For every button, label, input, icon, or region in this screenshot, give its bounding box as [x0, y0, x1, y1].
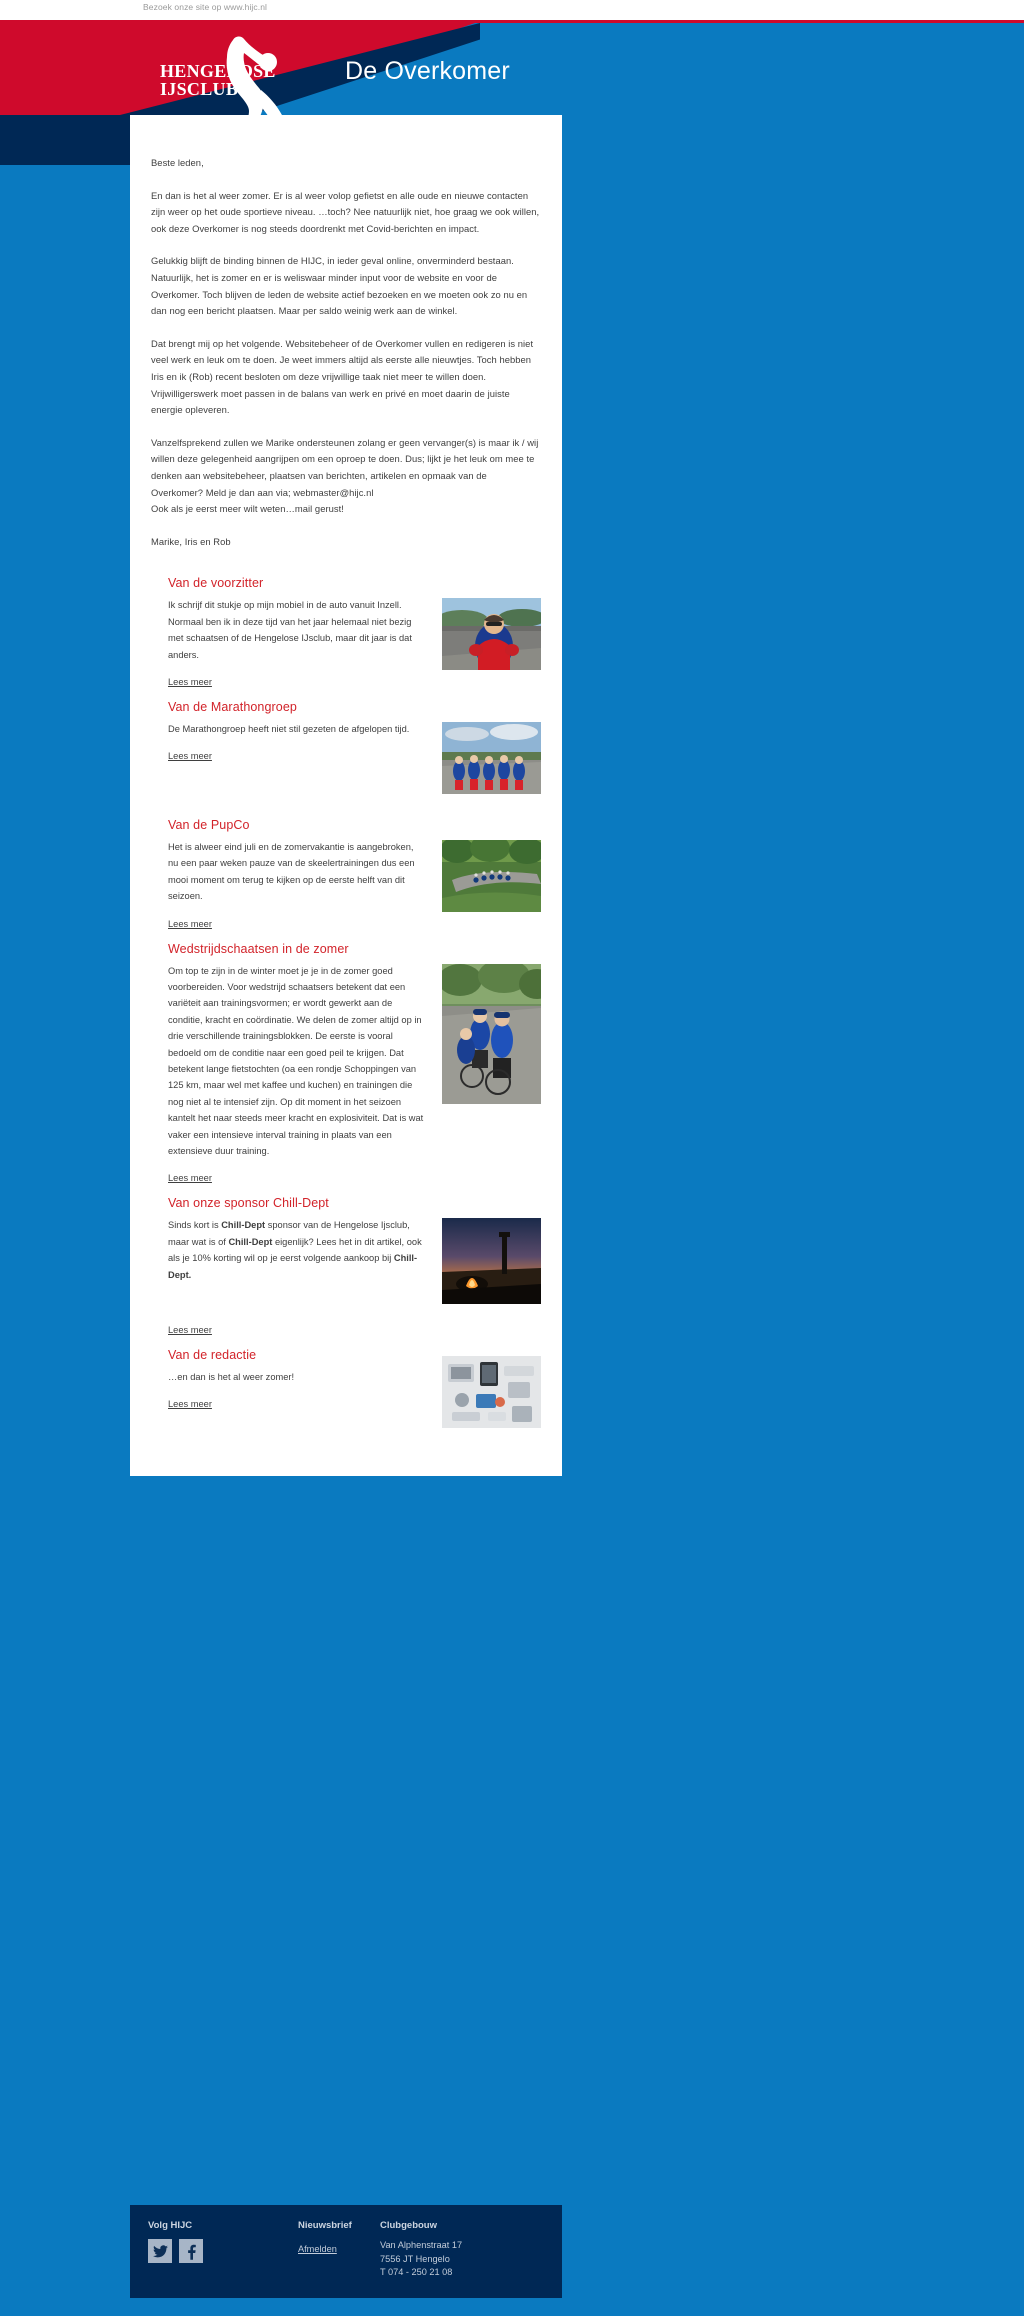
article-read-more-link[interactable]: Lees meer [168, 676, 212, 687]
sunset-campfire-image [442, 1218, 541, 1304]
intro-section [130, 115, 562, 576]
twitter-icon[interactable] [148, 2239, 172, 2263]
footer-address-column [380, 2220, 550, 2280]
intro-paragraph-1: En dan is het al weer zomer. Er is al weer volop gefietst en alle oude en nieuwe contacten zijn weer op het oude sportieve niveau. …toch? Nee natuurlijk niet, hoe graag we ook willen, ook deze Overkomer is nog steeds doordrenkt met Covid-berichten en impact. [151, 189, 540, 234]
content-column [130, 115, 562, 1476]
facebook-f-glyph [187, 2243, 196, 2260]
footer-spacer [0, 2298, 1024, 2316]
footer [130, 2205, 562, 2298]
article-read-more-link[interactable]: Lees meer [168, 1325, 212, 1336]
article-title[interactable]: Van de redactie [168, 1348, 257, 1363]
article-item [151, 576, 541, 690]
footer-newsletter-column [298, 2220, 380, 2280]
article-body: Ik schrijf dit stukje op mijn mobiel in de auto vanuit Inzell. Normaal ben ik in deze tijd van het jaar helemaal niet bezig met schaatsen of de Hengelose IJsclub, maar dit jaar is dat anders. [168, 600, 412, 660]
logo-line-1: HENGELOSE [160, 61, 276, 81]
article-item [151, 1348, 541, 1456]
article-thumbnail[interactable] [442, 964, 541, 1104]
article-item [151, 1196, 541, 1338]
article-item [151, 818, 541, 932]
article-body: …en dan is het al weer zomer! [168, 1372, 295, 1383]
desk-flatlay-image [442, 1356, 541, 1428]
twitter-bird-glyph [153, 2245, 168, 2258]
article-title[interactable]: Van onze sponsor Chill-Dept [168, 1196, 329, 1211]
intro-paragraph-3: Dat brengt mij op het volgende. Websitebeheer of de Overkomer vullen en redigeren is niet veel werk en leuk om te doen. Je weet immers altijd als eerste alle nieuwtjes. Toch hebben Iris en ik (Rob) recent besloten om deze vrijwillige taak niet meer te willen doen. Vrijwilligerswerk moet passen in de balans van werk en privé en moet daarin de juiste energie opleveren. [151, 337, 534, 416]
preheader-text: Bezoek onze site op www.hijc.nl [143, 2, 268, 12]
article-read-more-link[interactable]: Lees meer [168, 918, 212, 929]
article-title[interactable]: Van de voorzitter [168, 576, 264, 591]
cycling-team-group-image [442, 722, 541, 794]
article-thumbnail[interactable] [442, 1356, 541, 1428]
article-item [151, 700, 541, 808]
intro-salutation: Beste leden, [151, 157, 204, 168]
article-body: Om top te zijn in de winter moet je je in de zomer goed voorbereiden. Voor wedstrijd schaatsers betekent dat een variëteit aan trainingsvormen; er wordt gewerkt aan de conditie, kracht en coördinatie. We delen de zomer altijd op in drie verschillende trainingsblokken. De eerste is vooral bedoeld om de conditie naar een goed peil te krijgen. Dat betekent lange fietstochten (oa een rondje Schoppingen van 125 km, maar wel met kaffee und kuchen) en trainingen die nog niet al te intensief zijn. Op dit moment in het seizoen kantelt het naar steeds meer kracht en explosiviteit. Dat is wat vaker een intensieve interval training in plaats van een extensieve duur training. [168, 965, 424, 1156]
header-top-rule [0, 20, 1024, 23]
article-thumbnail[interactable] [442, 840, 541, 912]
footer-address-line: Van Alphenstraat 17 [380, 2240, 463, 2250]
preheader-bar [0, 0, 1024, 20]
footer-newsletter-heading: Nieuwsbrief [298, 2220, 352, 2231]
intro-paragraph-4: Vanzelfsprekend zullen we Marike ondersteunen zolang er geen vervanger(s) is maar ik / wij willen deze gelegenheid aangrijpen om een oproep te doen. Dus; lijkt je het leuk om mee te denken aan websitebeheer, plaatsen van berichten, artikelen en opmaak van de Overkomer? Meld je dan aan via; webmaster@hijc.nl [151, 436, 539, 498]
article-read-more-link[interactable]: Lees meer [168, 751, 212, 762]
article-body: De Marathongroep heeft niet stil gezeten de afgelopen tijd. [168, 723, 410, 734]
facebook-icon[interactable] [179, 2239, 203, 2263]
footer-address-heading: Clubgebouw [380, 2220, 437, 2231]
article-thumbnail[interactable] [442, 722, 541, 794]
article-read-more-link[interactable]: Lees meer [168, 1173, 212, 1184]
cyclist-portrait-road-image [442, 598, 541, 670]
article-read-more-link[interactable]: Lees meer [168, 1399, 212, 1410]
footer-follow-heading: Volg HIJC [148, 2220, 193, 2231]
article-thumbnail[interactable] [442, 1218, 541, 1304]
header-banner [0, 20, 1024, 115]
footer-phone-line: T 074 - 250 21 08 [380, 2267, 453, 2277]
article-body: Sinds kort is Chill-Dept sponsor van de Hengelose Ijsclub, maar wat is of Chill-Dept eigenlijk? Lees het in dit artikel, ook als je 10% korting wil op je eerst volgende aankoop bij Chill-Dept. [168, 1220, 422, 1280]
page-title: De Overkomer [345, 57, 510, 85]
intro-closing-line: Ook als je eerst meer wilt weten…mail gerust! [151, 503, 344, 515]
article-title[interactable]: Wedstrijdschaatsen in de zomer [168, 941, 349, 956]
article-title[interactable]: Van de PupCo [168, 817, 250, 832]
logo [155, 40, 330, 150]
article-body: Het is alweer eind juli en de zomervakantie is aangebroken, nu een paar weken pauze van de skeelertrainingen dus een mooi moment om terug te kijken op de eerste helft van dit seizoen. [168, 841, 415, 902]
article-thumbnail[interactable] [442, 598, 541, 670]
article-item [151, 942, 541, 1187]
social-links [148, 2239, 298, 2263]
logo-wordmark [160, 62, 280, 98]
unsubscribe-link[interactable]: Afmelden [298, 2244, 337, 2254]
logo-line-2: IJSCLUB [160, 79, 239, 99]
cyclists-blue-kit-image [442, 964, 541, 1104]
article-title[interactable]: Van de Marathongroep [168, 699, 297, 714]
skating-track-trees-image [442, 840, 541, 912]
article-list [130, 576, 562, 1476]
intro-signature: Marike, Iris en Rob [151, 535, 231, 547]
footer-follow-column [148, 2220, 298, 2280]
footer-address-line: 7556 JT Hengelo [380, 2253, 450, 2264]
intro-paragraph-2: Gelukkig blijft de binding binnen de HIJC, in ieder geval online, onverminderd bestaan. Natuurlijk, het is zomer en er is weliswaar minder input voor de website en voor de Overkomer. Toch blijven de leden de website actief bezoeken en we moeten ook zo nu en dan nog een bericht plaatsen. Maar per saldo weinig werk aan de winkel. [151, 255, 528, 317]
